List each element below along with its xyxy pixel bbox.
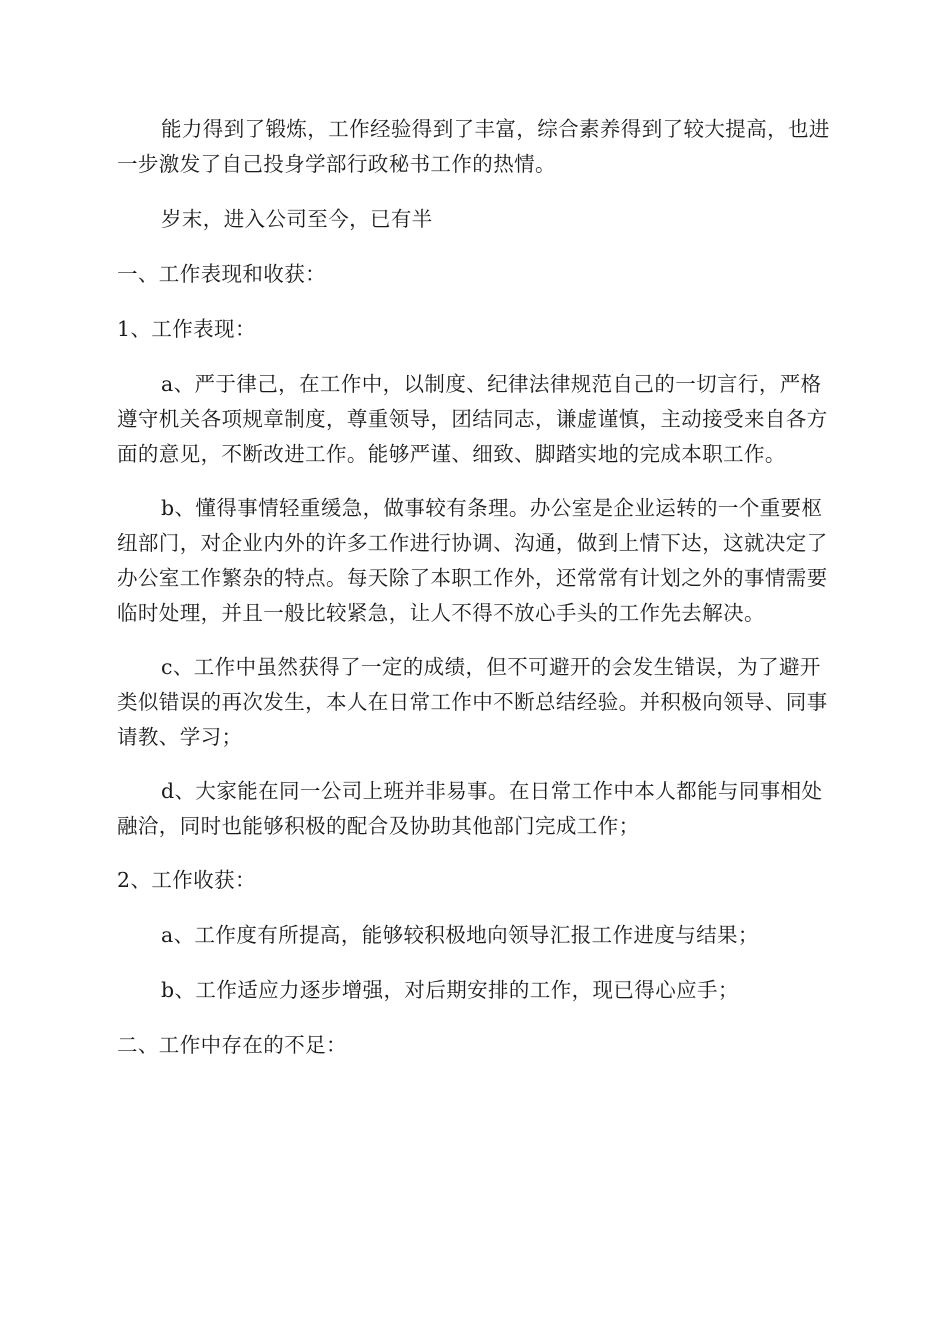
subsection-heading: 2、工作收获： (117, 868, 256, 892)
list-paragraph: b、工作适应力逐步增强，对后期安排的工作，现已得心应手； (161, 978, 739, 1002)
section-heading: 一、工作表现和收获： (117, 262, 326, 286)
document-body (117, 112, 835, 1063)
list-paragraph: b、懂得事情轻重缓急，做事较有条理。办公室是企业运转的一个重要枢纽部门，对企业内外的许多工作进行协调、沟通，做到上情下达，这就决定了办公室工作繁杂的特点。每天除了本职工作外，还常常有计划之外的事情需要临时处理，并且一般比较紧急，让人不得不放心手头的工作先去解决。 (117, 496, 828, 625)
subsection-heading: 1、工作表现： (117, 317, 256, 341)
list-paragraph: a、工作度有所提高，能够较积极地向领导汇报工作进度与结果； (161, 923, 759, 947)
section-heading: 二、工作中存在的不足： (117, 1033, 347, 1057)
list-paragraph: c、工作中虽然获得了一定的成绩，但不可避开的会发生错误，为了避开类似错误的再次发生，本人在日常工作中不断总结经验。并积极向领导、同事请教、学习； (117, 655, 828, 749)
body-paragraph: 岁末，进入公司至今，已有半 (161, 207, 433, 231)
list-paragraph: d、大家能在同一公司上班并非易事。在日常工作中本人都能与同事相处融洽，同时也能够积极的配合及协助其他部门完成工作； (117, 779, 823, 838)
list-paragraph: a、严于律己，在工作中，以制度、纪律法律规范自己的一切言行，严格遵守机关各项规章制度，尊重领导，团结同志，谦虚谨慎，主动接受来自各方面的意见，不断改进工作。能够严谨、细致、脚踏实地的完成本职工作。 (117, 372, 828, 466)
body-paragraph: 能力得到了锻炼，工作经验得到了丰富，综合素养得到了较大提高，也进一步激发了自己投身学部行政秘书工作的热情。 (117, 117, 830, 176)
